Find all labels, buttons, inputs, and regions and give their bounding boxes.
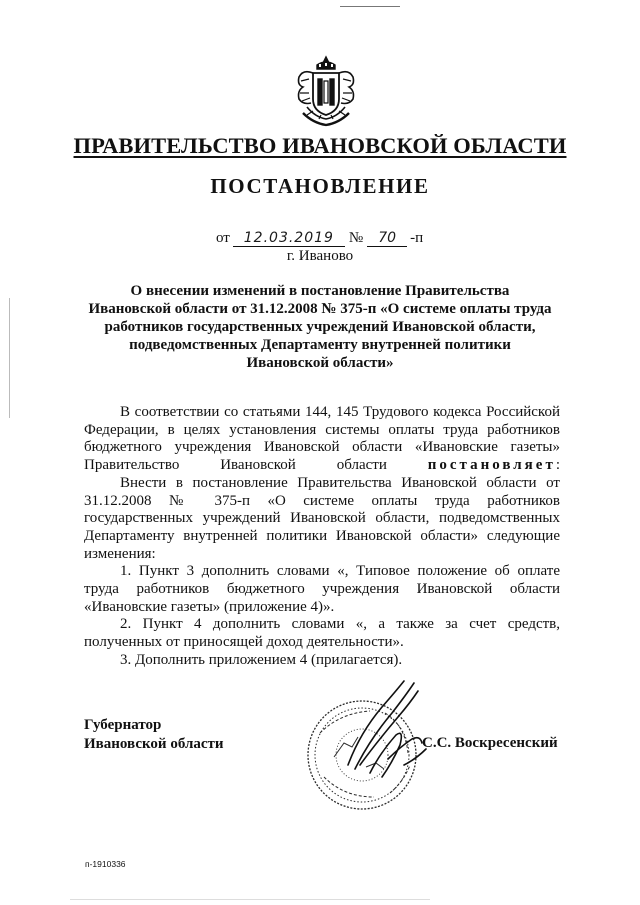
- preamble-text: В соответствии со статьями 144, 145 Трудового кодекса Российской Федерации, в целях установления системы оплаты труда работников бюджетного учреждения Ивановской области «Ивановские газеты» Правительство Ивановской области: [84, 404, 560, 474]
- signer-name: С.С. Воскресенский: [422, 735, 558, 751]
- signer-title-line: Губернатор: [84, 717, 162, 733]
- item-paragraph: 3. Дополнить приложением 4 (прилагается).: [120, 651, 403, 668]
- city: г. Иваново: [286, 248, 354, 264]
- scan-artifact-left: [9, 298, 10, 418]
- signer-title: [84, 716, 224, 754]
- intro-paragraph: Внести в постановление Правительства Ивановской области от 31.12.2008 № 375-п «О системе оплаты труда работников государственных учреждений Ивановской области, подведомственных Департаменту внутренней политики Ивановской области» следующие изменения:: [84, 474, 560, 562]
- document-type: ПОСТАНОВЛЕНИЕ: [210, 174, 430, 198]
- scan-artifact-top: [340, 6, 400, 7]
- coat-of-arms-emblem: [293, 55, 359, 127]
- heading-line: Ивановской области»: [246, 355, 394, 371]
- handwritten-number: 70: [367, 231, 407, 247]
- document-body: [84, 404, 560, 670]
- handwritten-date: 12.03.2019: [233, 231, 345, 247]
- organization-title: ПРАВИТЕЛЬСТВО ИВАНОВСКОЙ ОБЛАСТИ: [73, 133, 567, 158]
- heading-line: Ивановской области от 31.12.2008 № 375-п «О системе оплаты труда: [88, 301, 552, 317]
- heading-line: О внесении изменений в постановление Правительства: [130, 283, 510, 299]
- date-prefix: от: [216, 230, 230, 246]
- preamble-paragraph: [84, 404, 560, 475]
- resolves-word: постановляет: [427, 457, 556, 474]
- scan-artifact-bottom: [70, 899, 430, 900]
- item-paragraph: 1. Пункт 3 дополнить словами «, Типовое положение об оплате труда работников бюджетного учреждения Ивановской области «Ивановские газеты» (приложение 4)».: [84, 563, 560, 615]
- number-sign: №: [348, 230, 364, 246]
- heading-line: работников государственных учреждений Ивановской области,: [104, 319, 536, 335]
- heading-line: подведомственных Департаменту внутренней политики: [129, 337, 511, 353]
- document-code: п-1910336: [85, 859, 126, 869]
- number-suffix: -п: [410, 230, 424, 246]
- document-heading: [80, 282, 560, 372]
- signer-title-line: Ивановской области: [84, 736, 224, 752]
- resolves-colon: :: [555, 457, 560, 474]
- registration-line: [216, 230, 423, 247]
- item-paragraph: 2. Пункт 4 дополнить словами «, а также за счет средств, полученных от приносящей доход деятельности».: [84, 616, 560, 651]
